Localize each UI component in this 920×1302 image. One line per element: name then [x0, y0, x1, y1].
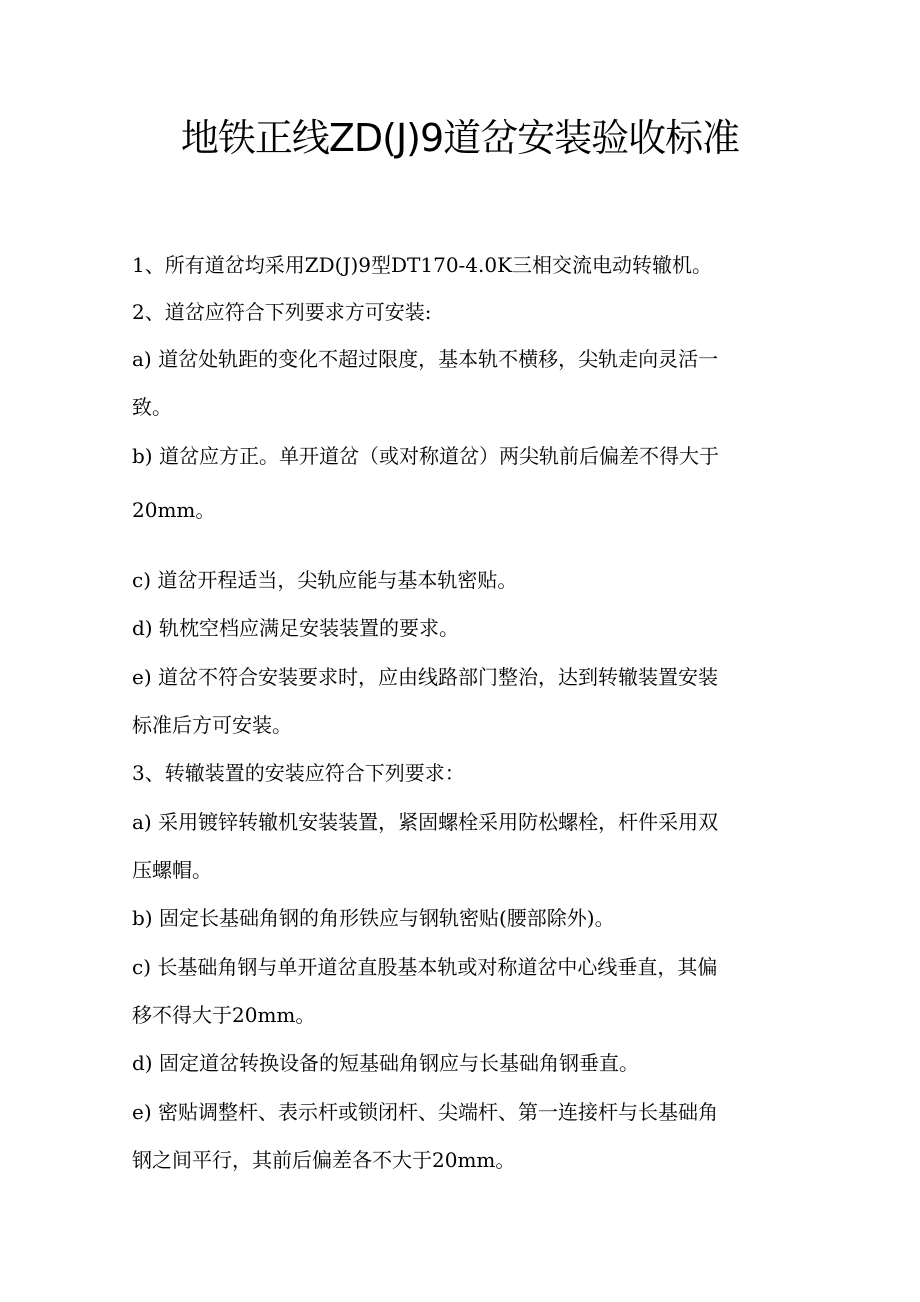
text-line-item-3c-cont: 移不得大于20mm。	[132, 1003, 316, 1027]
text-line-item-2b: b) 道岔应方正。单开道岔（或对称道岔）两尖轨前后偏差不得大于	[132, 444, 719, 468]
text-line-item-2b-cont: 20mm。	[132, 498, 216, 522]
text-line-item-2d: d) 轨枕空档应满足安装装置的要求。	[132, 616, 459, 640]
text-line-item-2e-cont: 标准后方可安装。	[132, 713, 292, 737]
text-line-item-3: 3、转辙装置的安装应符合下列要求：	[132, 761, 465, 785]
text-line-item-2c: c) 道岔开程适当，尖轨应能与基本轨密贴。	[132, 568, 518, 592]
text-line-item-3c: c) 长基础角钢与单开道岔直股基本轨或对称道岔中心线垂直，其偏	[132, 955, 718, 979]
text-line-item-2: 2、道岔应符合下列要求方可安装:	[132, 300, 432, 324]
text-line-item-2a-cont: 致。	[132, 395, 172, 419]
text-line-item-3e: e) 密贴调整杆、表示杆或锁闭杆、尖端杆、第一连接杆与长基础角	[132, 1100, 718, 1124]
text-line-item-3a: a) 采用镀锌转辙机安装装置，紧固螺栓采用防松螺栓，杆件采用双	[132, 810, 719, 834]
document-title: 地铁正线ZD(J)9道岔安装验收标准	[180, 116, 740, 160]
text-line-item-3e-cont: 钢之间平行，其前后偏差各不大于20mm。	[132, 1148, 516, 1172]
text-line-item-1: 1、所有道岔均采用ZD(J)9型DT170-4.0K三相交流电动转辙机。	[132, 253, 713, 277]
text-line-item-3b: b) 固定长基础角钢的角形铁应与钢轨密贴(腰部除外)。	[132, 906, 615, 930]
text-line-item-2e: e) 道岔不符合安装要求时，应由线路部门整治，达到转辙装置安装	[132, 665, 718, 689]
text-line-item-3a-cont: 压螺帽。	[132, 858, 212, 882]
text-line-item-2a: a) 道岔处轨距的变化不超过限度，基本轨不横移，尖轨走向灵活一	[132, 347, 719, 371]
text-line-item-3d: d) 固定道岔转换设备的短基础角钢应与长基础角钢垂直。	[132, 1051, 639, 1075]
